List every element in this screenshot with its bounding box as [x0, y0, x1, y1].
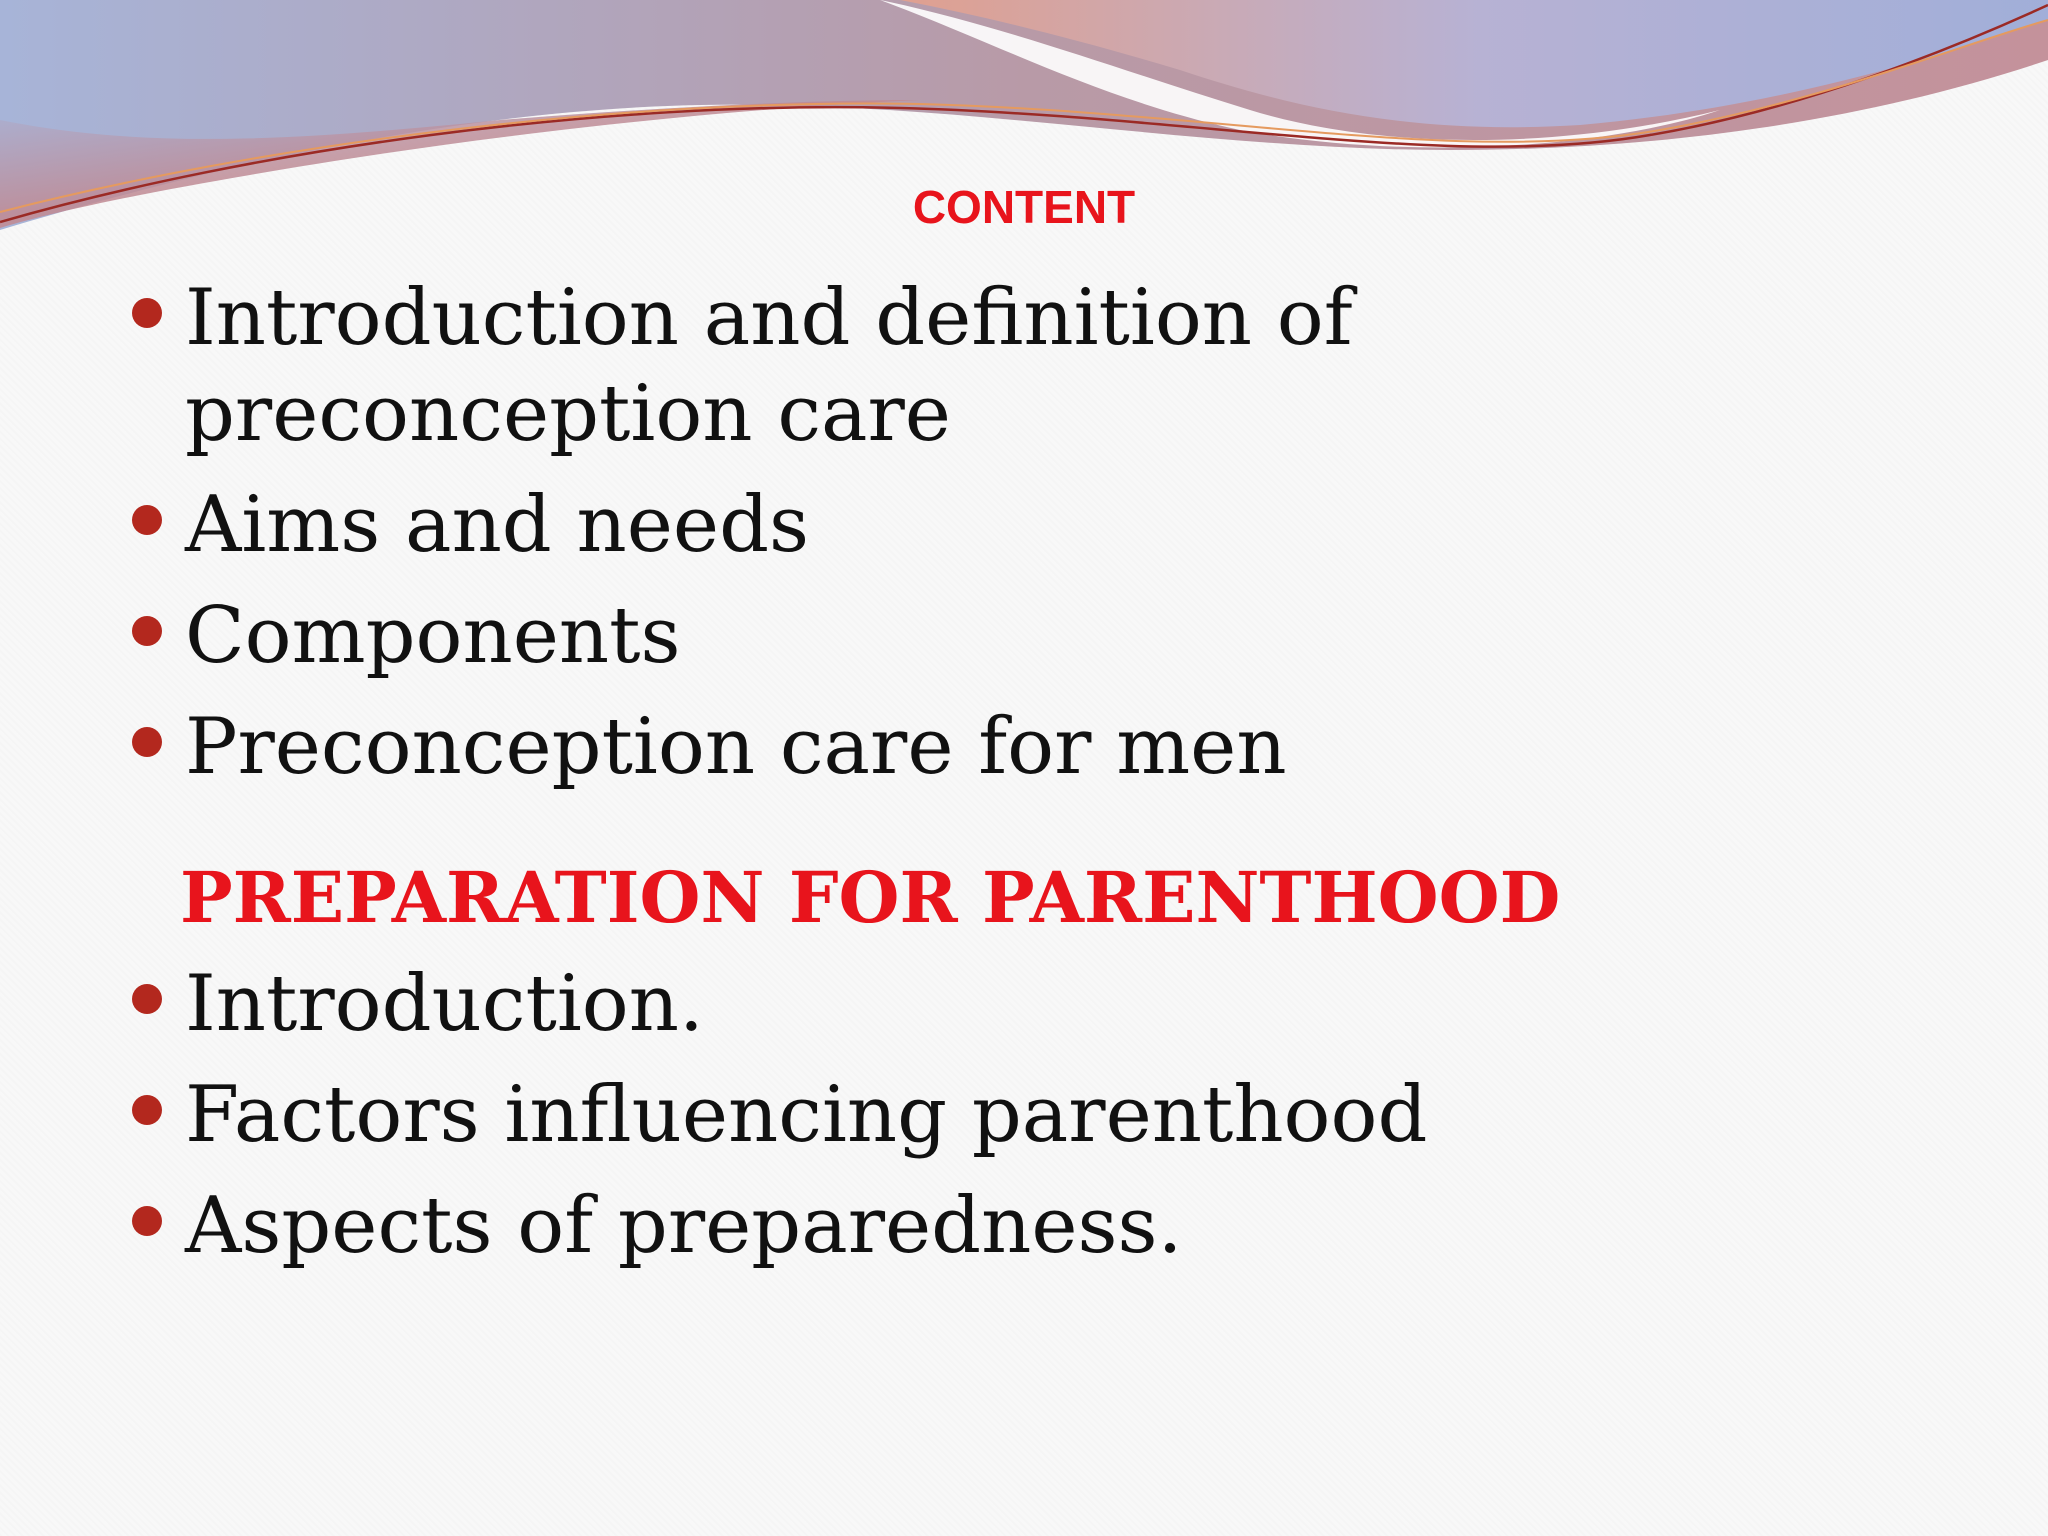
list-item: [130, 1067, 1930, 1163]
list-item-text: Factors influencing parenthood: [185, 1070, 1428, 1160]
list-item: [130, 1178, 1930, 1274]
bullet-icon: [132, 505, 162, 535]
list-item: [130, 699, 1930, 795]
bullet-icon: [132, 616, 162, 646]
list-item-text: Components: [185, 591, 681, 681]
bullet-icon: [132, 984, 162, 1014]
list-item-text: Introduction.: [185, 959, 704, 1049]
list-item: [130, 477, 1930, 573]
slide-title: CONTENT: [912, 181, 1136, 233]
list-item: [130, 956, 1930, 1052]
bullet-icon: [132, 298, 162, 328]
bullet-icon: [132, 1206, 162, 1236]
list-item-text: Aims and needs: [185, 480, 810, 570]
list-item: [130, 588, 1930, 684]
list-item-text: Aspects of preparedness.: [185, 1181, 1183, 1271]
list-item-text: Introduction and definition of preconception care: [185, 273, 1353, 459]
bullet-icon: [132, 727, 162, 757]
list-item: [130, 270, 1930, 462]
section-heading: PREPARATION FOR PARENTHOOD: [180, 856, 1561, 939]
list-item-text: Preconception care for men: [185, 702, 1287, 792]
bullet-icon: [132, 1095, 162, 1125]
content-list: [130, 270, 1930, 1289]
spacer: [130, 810, 1930, 850]
